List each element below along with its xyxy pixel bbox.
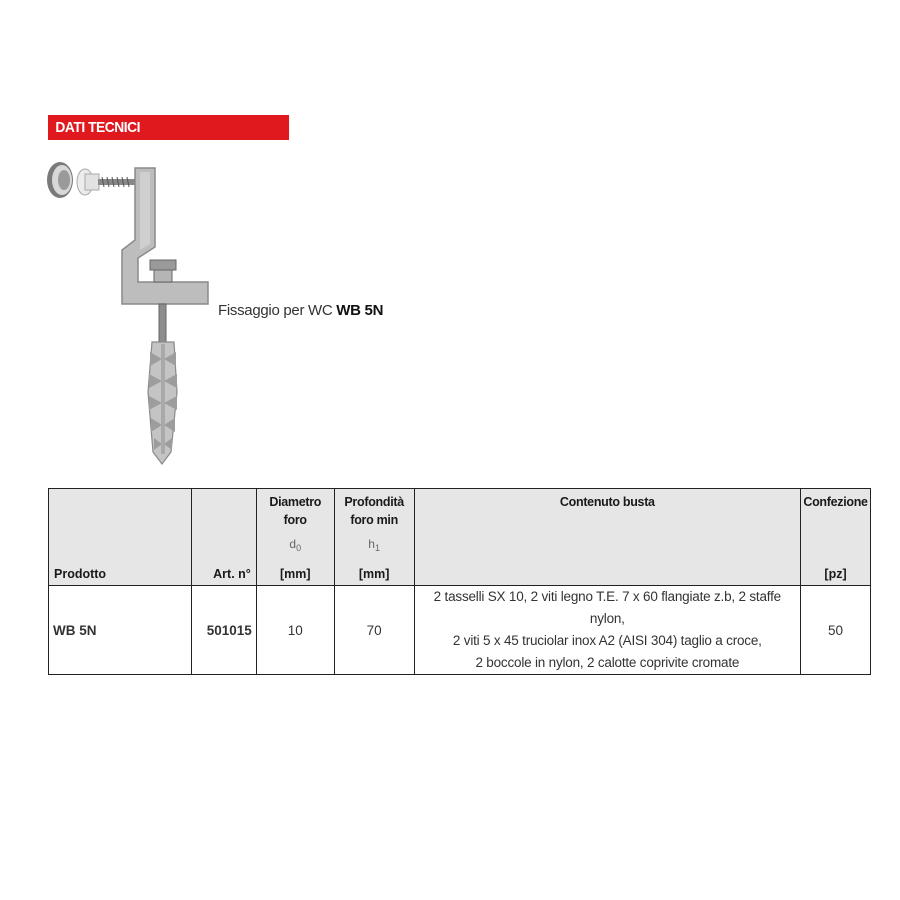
- table-row: [49, 586, 871, 675]
- cell-prodotto: WB 5N: [49, 586, 192, 675]
- cell-confezione: 50: [801, 586, 871, 675]
- header-contenuto: Contenuto busta: [414, 489, 800, 586]
- header-art: Art. n°: [191, 489, 256, 586]
- table-header-row: [49, 489, 871, 586]
- contenuto-line: 2 boccole in nylon, 2 calotte coprivite cromate: [475, 655, 740, 670]
- product-caption: [218, 302, 383, 319]
- contenuto-line: 2 viti 5 x 45 truciolar inox A2 (AISI 304) taglio a croce,: [452, 633, 762, 648]
- caption-product: WB 5N: [336, 302, 384, 319]
- wc-fixing-product-image: [40, 152, 215, 467]
- cell-contenuto: [414, 586, 800, 675]
- cell-art: 501015: [191, 586, 256, 675]
- header-prodotto: Prodotto: [49, 489, 192, 586]
- caption-prefix: Fissaggio per WC: [218, 302, 333, 319]
- header-confezione: Confezione [pz]: [801, 489, 871, 586]
- header-diametro: Diametro foro $d_0$ [mm]: [256, 489, 334, 586]
- cell-profondita: 70: [334, 586, 414, 675]
- header-profondita: Profondità foro min $h_1$ [mm]: [334, 489, 414, 586]
- technical-data-table: [48, 488, 871, 675]
- cell-diametro: 10: [256, 586, 334, 675]
- contenuto-line: 2 tasselli SX 10, 2 viti legno T.E. 7 x 60 flangiate z.b, 2 staffe nylon,: [433, 589, 781, 626]
- section-title: DATI TECNICI: [48, 115, 289, 140]
